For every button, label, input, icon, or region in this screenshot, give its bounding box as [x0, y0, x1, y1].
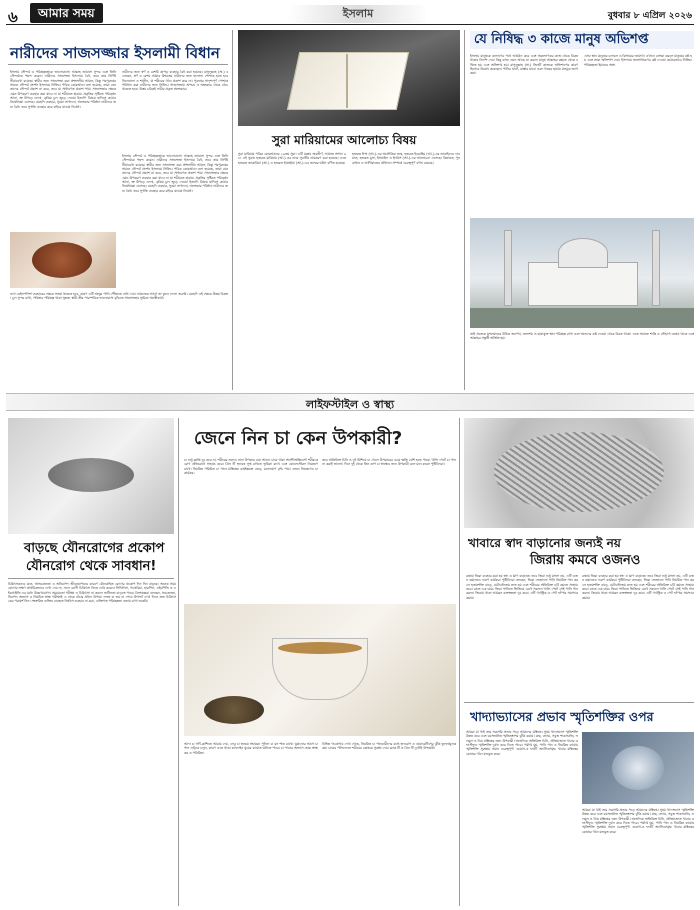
section-divider — [6, 393, 694, 411]
section-label-lifestyle: লাইফস্টাইল ও স্বাস্থ্য — [305, 398, 395, 411]
article-body: চা শুধু ক্লান্তি দূর করে না, শরীরের জন্যও নানা উপকার বয়ে আনে। চায়ে থাকা অ্যান্টিঅক্সিডেন্ট শরীরকে রোগ প্রতিরোধে সাহায্য করে। গ্রিন টি হৃদযন্ত্র সুস্থ রাখতে ভূমিকা রাখে এবং কোলেস্টেরল নিয়ন্ত্রণে রাখে। নিয়মিত পরিমিত চা পানে মস্তিষ্কের কার্যক্ষমতা বাড়ে, মনোযোগ বৃদ্ধি পায়। ওজন নিয়ন্ত্রণেও চা কার্যকর। — [184, 458, 320, 476]
photo-tea-cup — [184, 604, 456, 736]
column-rule — [459, 418, 460, 906]
headline-tea: জেনে নিন চা কেন উপকারী? — [194, 428, 403, 449]
photo-cumin-seeds — [464, 418, 694, 528]
section-title: ইসলাম — [288, 5, 428, 23]
photo-mosque — [470, 218, 694, 328]
article-body: তবে অতিরিক্ত চিনি ও দুধ মিশিয়ে চা খেলে উপকারের চেয়ে ক্ষতি বেশি হতে পারে। খালি পেটে চা পান না করাই ভালো। দিনে দুই থেকে তিন কাপ চা স্বাস্থ্যের জন্য উপকারী বলে মনে করেন পুষ্টিবিদরা। — [322, 458, 458, 467]
headline-std-line1: বাড়ছে যৌনরোগের প্রকোপ — [24, 541, 165, 556]
article-body: সুরা মারিয়াম পবিত্র কোরআনের ১৯তম সুরা। এটি মক্কায় অবতীর্ণ, আয়াত সংখ্যা ৯৮। এই সুরায় হজরত মারিয়াম (আ.)-এর নামে সুরাটির নামকরণ করা হয়েছে। এতে হজরত জাকারিয়া (আ.) ও হজরত ইয়াহইয়া (আ.)-এর জন্মের ঘটনা বর্ণিত হয়েছে। — [238, 152, 348, 165]
headline-surah-maryam: সুরা মারিয়ামের আলোচ্য বিষয় — [272, 133, 417, 147]
article-body: নারীদের জন্য স্বর্ণ ও রেশমি কাপড় ব্যবহার বৈধ করা হয়েছে। রাসুলুল্লাহ (সা.) বলেছেন, স্বর্ণ ও রেশম আমার উম্মতের নারীদের জন্য হালাল। পোশাক হতে হবে ঢিলেঢালা ও শালীন, যা শরীরের গঠন প্রকাশ করে না। পুরুষের সাদৃশ্যপূর্ণ পোশাক পরিধান করা নারীদের জন্য নিষিদ্ধ। সাজসজ্জায় অপচয় ও অহংকার থেকে বেঁচে থাকতে হবে। উত্তম চরিত্রই নারীর প্রকৃত অলংকার। — [122, 70, 230, 92]
article-body: বিভিন্ন গবেষণায় দেখা গেছে, নিয়মিত চা পানকারীদের মধ্যে হৃদরোগ ও ডায়াবেটিসের ঝুঁকি তুলনামূলক কম। চায়ের পলিফেনল শরীরের কোষকে সুরক্ষা দেয়। ব্ল্যাক টি ও গ্রিন টি দুটোই উপকারী। — [322, 742, 458, 751]
photo-lips — [8, 418, 174, 534]
masthead-logo: আমার সময় — [30, 3, 103, 23]
headline-dress: নারীদের সাজসজ্জার ইসলামী বিধান — [10, 44, 220, 62]
article-body: ইসলাম মানুষকে কল্যাণের পথে আহ্বান করে এবং অকল্যাণকর কাজ থেকে বিরত থাকার নির্দেশ দেয়। কিছু কাজ এমন আছে যা করলে মানুষ আল্লাহর রহমত থেকে বঞ্চিত হয় এবং অভিশপ্ত হয়। রাসুলুল্লাহ (সা.) তিনটি কাজকে অভিশাপের কারণ হিসেবে উল্লেখ করেছেন। পানির ঘাটে, রাস্তার মাঝে এবং গাছের ছায়ায় মলমূত্র ত্যাগ করা। — [470, 54, 580, 76]
headline-diet: খাদ্যাভ্যাসের প্রভাব স্মৃতিশক্তির ওপর — [470, 709, 654, 724]
page-number: ৬ — [8, 8, 18, 26]
article-body: নখে নেইলপলিশ ব্যবহারের ক্ষেত্রে সতর্ক থাকতে হবে, কারণ এটি অজুর পানি পৌঁছাতে বাধা দেয়। নামাজের আগে তা তুলে ফেলা জরুরি। মেহেদি এই ক্ষেত্রে উত্তম বিকল্প। চুল সুন্দর রাখা, পরিষ্কার পরিচ্ছন্ন থাকা সুন্নত। স্বামী-স্ত্রীর পারস্পরিক ভালোবাসা বৃদ্ধিতে সাজসজ্জার ভূমিকা অনস্বীকার্য। — [10, 292, 228, 301]
divider — [8, 578, 174, 579]
article-body: এসব স্থান মানুষের চলাচল ও বিশ্রামের জায়গা। এখানে নোংরা করলে মানুষের কষ্ট হয় এবং তারা অভিশাপ দেয়। ইসলামে জনসাধারণের কষ্ট দেওয়া কঠোরভাবে নিষিদ্ধ। পরিচ্ছন্নতা ইমানের অঙ্গ। — [584, 54, 694, 67]
headline-std-line2: যৌনরোগ থেকে সাবধান! — [26, 559, 157, 574]
article-body: আমরা যা খাই তার সরাসরি প্রভাব পড়ে আমাদের মস্তিষ্কে। সুষম খাদ্যাভ্যাস স্মৃতিশক্তি উন্নত করে এবং বয়সজনিত স্মৃতিভ্রংশের ঝুঁকি কমায়। মাছ, বাদাম, সবুজ শাকসবজি, ফলমূল ও ডিম মস্তিষ্কের জন্য উপকারী। অন্যদিকে অতিরিক্ত চিনি, প্রক্রিয়াজাত খাবার ও ফাস্টফুড স্মৃতিশক্তি দুর্বল করে দিতে পারে। পর্যাপ্ত ঘুম, পানি পান ও নিয়মিত ব্যায়াম স্মৃতিশক্তি সুরক্ষায় সমান গুরুত্বপূর্ণ। ওমেগা-৩ ফ্যাটি অ্যাসিডসমৃদ্ধ খাবার মস্তিষ্কের কোষের গঠন মজবুত করে। — [466, 730, 580, 756]
issue-date: বুধবার ৮ এপ্রিল ২০২৬ — [607, 11, 692, 21]
headline-forbidden: যে নিষিদ্ধ ৩ কাজে মানুষ অভিশপ্ত — [470, 31, 694, 49]
article-body: ইসলাম সৌন্দর্য ও পরিচ্ছন্নতাকে ভালোবাসে। আল্লাহ তায়ালা সুন্দর এবং তিনি সৌন্দর্যকে পছন্দ করেন। নারীদের সাজসজ্জা ইসলামে বৈধ, তবে তার নির্দিষ্ট সীমারেখা রয়েছে। স্বামীর জন্য সাজসজ্জা করা প্রশংসনীয় আমল, কিন্তু পরপুরুষের সামনে সৌন্দর্য প্রদর্শন ইসলামে নিষিদ্ধ। পবিত্র কোরআনে বলা হয়েছে, তারা যেন তাদের সৌন্দর্য প্রকাশ না করে, তবে যা সাধারণত প্রকাশ পায়। সাজসজ্জার ক্ষেত্রে এমন উপকরণ ব্যবহার করা যাবে না যা শরীয়তে হারাম। প্রকৃতির সৃষ্টিতে পরিবর্তন আনা, ভ্রু উপড়ে ফেলা, কৃত্রিম চুল জুড়ে দেওয়া ইত্যাদি বিষয়ে হাদিসে কঠোর নিষেধাজ্ঞা এসেছে। মেহেদি ব্যবহার, সুরমা লাগানো, অলংকার পরিধান নারীদের জন্য বৈধ। তবে সুগন্ধি ব্যবহার করে বাইরে যাওয়া নিষেধ। — [10, 70, 118, 109]
article-body: রান্নায় জিরা ব্যবহার করা হয় স্বাদ ও ঘ্রাণ বাড়াতে। তবে জিরা শুধু মসলা নয়, এটি ওজন কমাতেও দারুণ কার্যকর। পুষ্টিবিদরা বলছেন, জিরা ভেজানো পানি নিয়মিত পান করলে হজমশক্তি বাড়ে, মেটাবলিজম দ্রুত হয় এবং শরীরের অতিরিক্ত চর্বি কমতে সাহায্য করে। রাতে এক চামচ জিরা পানিতে ভিজিয়ে রেখে সকালে খালি পেটে সেই পানি পান করুন। জিরায় থাকা আয়রন রক্তস্বল্পতা দূর করে। এটি গ্যাস্ট্রিক ও পেট ফাঁপার সমস্যাও কমায়। — [582, 574, 696, 600]
column-rule — [232, 30, 233, 390]
article-body: তাই প্রত্যেক মুসলমানের উচিত জনপথ, জলাশয় ও ছায়াযুক্ত স্থান পরিচ্ছন্ন রাখা এবং অন্যদের কষ্ট দেওয়া থেকে বিরত থাকা। এতে সমাজে শান্তি ও সৌহার্দ্য বজায় থাকে এবং আল্লাহর সন্তুষ্টি অর্জিত হয়। — [470, 332, 696, 341]
divider — [8, 64, 228, 65]
headline-cumin-line1: খাবারে স্বাদ বাড়ানোর জন্যই নয় — [468, 536, 621, 550]
photo-brain — [582, 732, 694, 804]
column-rule — [464, 30, 465, 390]
page-header — [6, 3, 694, 25]
article-body: রান্নায় জিরা ব্যবহার করা হয় স্বাদ ও ঘ্রাণ বাড়াতে। তবে জিরা শুধু মসলা নয়, এটি ওজন কমাতেও দারুণ কার্যকর। পুষ্টিবিদরা বলছেন, জিরা ভেজানো পানি নিয়মিত পান করলে হজমশক্তি বাড়ে, মেটাবলিজম দ্রুত হয় এবং শরীরের অতিরিক্ত চর্বি কমতে সাহায্য করে। রাতে এক চামচ জিরা পানিতে ভিজিয়ে রেখে সকালে খালি পেটে সেই পানি পান করুন। জিরায় থাকা আয়রন রক্তস্বল্পতা দূর করে। এটি গ্যাস্ট্রিক ও পেট ফাঁপার সমস্যাও কমায়। — [466, 574, 580, 600]
headline-cumin-line2: জিরায় কমবে ওজনও — [530, 553, 641, 568]
article-body: চিকিৎসকদের মতে, অসচেতনতা ও অনিরাপদ জীবনযাপনের কারণে যৌনবাহিত রোগের প্রকোপ দিন দিন বাড়ছে। অনেক সময় রোগের লক্ষণ প্রাথমিকভাবে দেখা দেয় না, ফলে রোগী চিকিৎসা নিতে দেরি করেন। সিফিলিস, গনোরিয়া, হারপিস, এইচপিভি ও এইচআইভি এর মধ্যে উল্লেখযোগ্য। সময়মতো পরীক্ষা ও চিকিৎসা না করলে জটিলতা বাড়তে পারে। বিশেষজ্ঞরা বলছেন, সচেতনতা, নিরাপদ অভ্যাস ও নিয়মিত স্বাস্থ্য পরীক্ষাই এ থেকে বাঁচার প্রধান উপায়। লজ্জা বা ভয় না পেয়ে উপসর্গ দেখা দিলে দ্রুত চিকিৎসকের পরামর্শ নিন। সংক্রমিত ব্যক্তির ব্যবহৃত জিনিস ব্যবহার না করা, ব্যক্তিগত পরিচ্ছন্নতা বজায় রাখা জরুরি। — [8, 582, 178, 604]
photo-henna-hands — [10, 232, 116, 288]
article-body: হজরত ঈসা (আ.)-এর অলৌকিক জন্ম, হজরত ইবরাহিম (আ.)-এর তাওহিদের দাওয়াত, হজরত মুসা, ইসমাইল ও ইদরিস (আ.)-এর আলোচনা এসেছে। কিয়ামত, পুনরুত্থান ও আখিরাতের প্রতিদান সম্পর্কে গুরুত্বপূর্ণ বর্ণনা রয়েছে। — [352, 152, 460, 165]
photo-quran — [238, 30, 460, 126]
divider — [464, 702, 694, 703]
article-body: ইসলাম সৌন্দর্য ও পরিচ্ছন্নতাকে ভালোবাসে। আল্লাহ তায়ালা সুন্দর এবং তিনি সৌন্দর্যকে পছন্দ করেন। নারীদের সাজসজ্জা ইসলামে বৈধ, তবে তার নির্দিষ্ট সীমারেখা রয়েছে। স্বামীর জন্য সাজসজ্জা করা প্রশংসনীয় আমল, কিন্তু পরপুরুষের সামনে সৌন্দর্য প্রদর্শন ইসলামে নিষিদ্ধ। পবিত্র কোরআনে বলা হয়েছে, তারা যেন তাদের সৌন্দর্য প্রকাশ না করে, তবে যা সাধারণত প্রকাশ পায়। সাজসজ্জার ক্ষেত্রে এমন উপকরণ ব্যবহার করা যাবে না যা শরীয়তে হারাম। প্রকৃতির সৃষ্টিতে পরিবর্তন আনা, ভ্রু উপড়ে ফেলা, কৃত্রিম চুল জুড়ে দেওয়া ইত্যাদি বিষয়ে হাদিসে কঠোর নিষেধাজ্ঞা এসেছে। মেহেদি ব্যবহার, সুরমা লাগানো, অলংকার পরিধান নারীদের জন্য বৈধ। তবে সুগন্ধি ব্যবহার করে বাইরে যাওয়া নিষেধ। — [122, 154, 230, 193]
article-body: আমরা যা খাই তার সরাসরি প্রভাব পড়ে আমাদের মস্তিষ্কে। সুষম খাদ্যাভ্যাস স্মৃতিশক্তি উন্নত করে এবং বয়সজনিত স্মৃতিভ্রংশের ঝুঁকি কমায়। মাছ, বাদাম, সবুজ শাকসবজি, ফলমূল ও ডিম মস্তিষ্কের জন্য উপকারী। অন্যদিকে অতিরিক্ত চিনি, প্রক্রিয়াজাত খাবার ও ফাস্টফুড স্মৃতিশক্তি দুর্বল করে দিতে পারে। পর্যাপ্ত ঘুম, পানি পান ও নিয়মিত ব্যায়াম স্মৃতিশক্তি সুরক্ষায় সমান গুরুত্বপূর্ণ। ওমেগা-৩ ফ্যাটি অ্যাসিডসমৃদ্ধ খাবার মস্তিষ্কের কোষের গঠন মজবুত করে। — [582, 808, 696, 834]
column-rule — [178, 418, 179, 906]
article-body: আদা চা সর্দি-কাশিতে আরাম দেয়, লেবু চা হজমে সহায়ক। পুদিনা চা মন শান্ত রাখে। ঘুমানোর আগে চা পান এড়িয়ে চলুন, কারণ এতে থাকা ক্যাফেইন ঘুমের ব্যাঘাত ঘটাতে পারে। চা পানের অভ্যাস হোক স্বাস্থ্যকর ও পরিমিত। — [184, 742, 320, 755]
